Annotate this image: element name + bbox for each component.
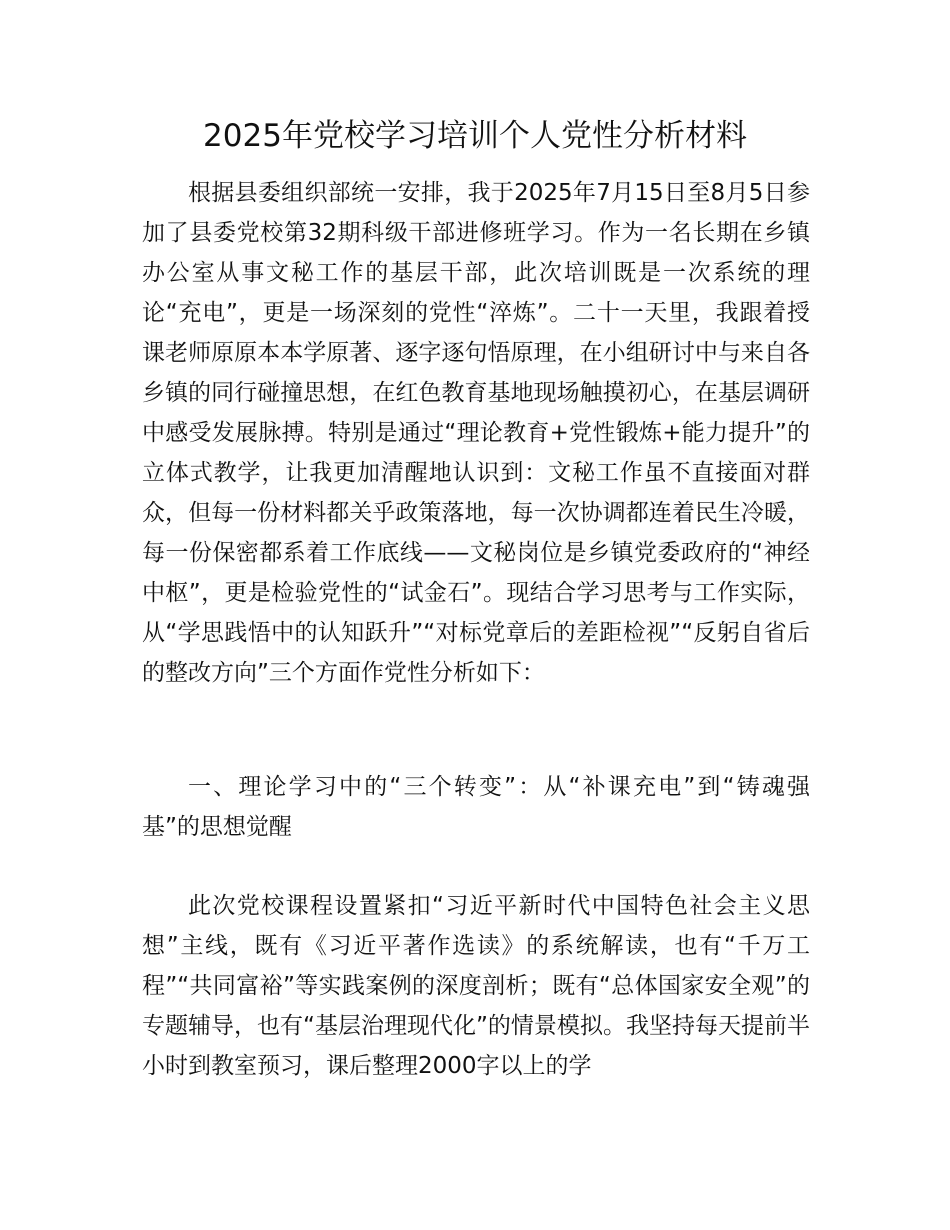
section-heading-1: 一、理论学习中的“三个转变”：从“补课充电”到“铸魂强基”的思想觉醒 (142, 774, 810, 840)
paragraph-intro: 根据县委组织部统一安排，我于2025年7月15日至8月5日参加了县委党校第32期科级干部进修班学习。作为一名长期在乡镇办公室从事文秘工作的基层干部，此次培训既是一次系统的理论“充电”，更是一场深刻的党性“淬炼”。二十一天里，我跟着授课老师原原本本学原著、逐字逐句悟原理，在小组研讨中与来自各乡镇的同行碰撞思想，在红色教育基地现场触摸初心，在基层调研中感受发展脉搏。特别是通过“理论教育+党性锻炼+能力提升”的立体式教学，让我更加清醒地认识到：文秘工作虽不直接面对群众，但每一份材料都关乎政策落地，每一次协调都连着民生冷暖，每一份保密都系着工作底线——文秘岗位是乡镇党委政府的“神经中枢”，更是检验党性的“试金石”。现结合学习思考与工作实际，从“学思践悟中的认知跃升”“对标党章后的差距检视”“反躬自省后的整改方向”三个方面作党性分析如下： (142, 180, 810, 686)
paragraph-section-1: 此次党校课程设置紧扣“习近平新时代中国特色社会主义思想”主线，既有《习近平著作选读》的系统解读，也有“千万工程”“共同富裕”等实践案例的深度剖析；既有“总体国家安全观”的专题辅导，也有“基层治理现代化”的情景模拟。我坚持每天提前半小时到教室预习，课后整理2000字以上的学 (142, 893, 810, 1079)
document-title: 2025年党校学习培训个人党性分析材料 (203, 118, 747, 154)
